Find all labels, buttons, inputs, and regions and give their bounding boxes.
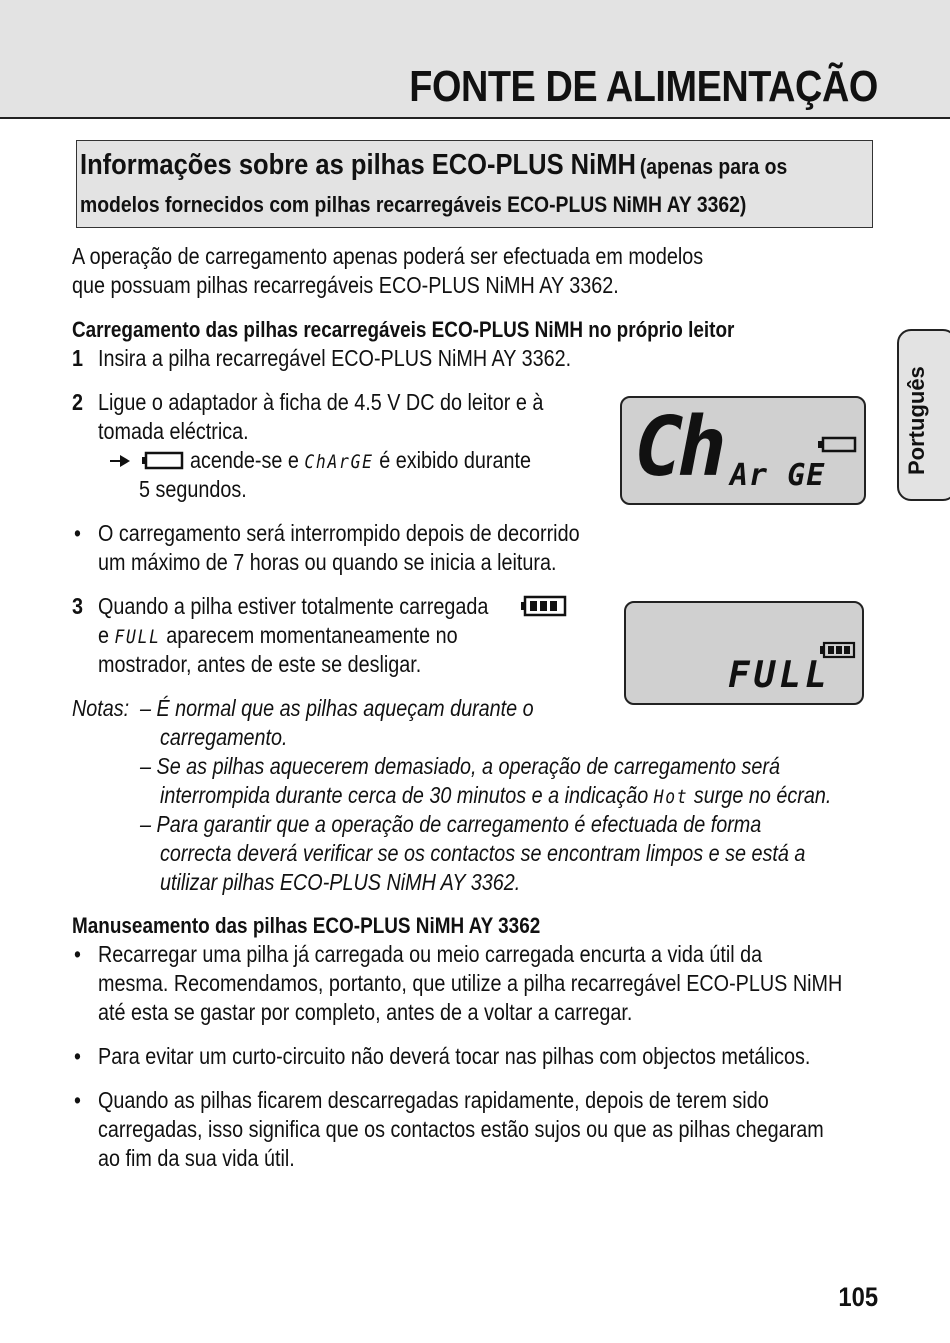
step-3-line-2: e FULL aparecem momentaneamente no <box>98 622 458 648</box>
lcd-full-text: FULL <box>728 655 831 696</box>
note-1-line-1: – É normal que as pilhas aqueçam durante o <box>140 695 534 721</box>
page-title: FONTE DE ALIMENTAÇÃO <box>409 62 878 111</box>
step-3-line-1: Quando a pilha estiver totalmente carregada <box>98 593 489 619</box>
empty-battery-icon <box>142 446 186 475</box>
step-3-number: 3 <box>72 593 84 619</box>
note-3-line-1: – Para garantir que a operação de carregamento é efectuada de forma <box>140 811 762 837</box>
lcd-charge-big: Ch <box>634 400 721 495</box>
handling-bullet-1-line-2: mesma. Recomendamos, portanto, que utilize a pilha recarregável ECO-PLUS NiMH <box>98 970 843 996</box>
handling-heading: Manuseamento das pilhas ECO-PLUS NiMH AY 3362 <box>72 913 541 938</box>
language-tab-label: Português <box>904 366 929 475</box>
battery-empty-lcd-icon <box>818 436 858 454</box>
full-battery-icon <box>521 595 567 617</box>
note-2-line-1: – Se as pilhas aquecerem demasiado, a operação de carregamento será <box>140 753 780 779</box>
lcd-charge-small: Ar GE <box>730 458 826 493</box>
info-box-title-line <box>80 149 787 182</box>
intro-line-1: A operação de carregamento apenas poderá ser efectuada em modelos <box>72 243 704 269</box>
step-2-result-text: acende-se e ChArGE é exibido durante <box>190 447 531 473</box>
handling-bullet-1-line-1: Recarregar uma pilha já carregada ou meio carregada encurta a vida útil da <box>98 941 763 967</box>
info-box-subtitle-part2: modelos fornecidos com pilhas recarregáveis ECO-PLUS NiMH AY 3362) <box>80 192 747 217</box>
lcd-charge-display <box>620 396 866 505</box>
step-2-result-line <box>110 446 590 475</box>
info-box <box>76 140 873 228</box>
step-2-result-line-2: 5 segundos. <box>139 476 247 502</box>
step-2-line-1: Ligue o adaptador à ficha de 4.5 V DC do leitor e à <box>98 389 544 415</box>
charge-display-word: ChArGE <box>304 451 374 473</box>
note-3-line-2: correcta deverá verificar se os contactos se encontram limpos e se está a <box>160 840 806 866</box>
info-box-title: Informações sobre as pilhas ECO-PLUS NiMH <box>80 149 636 181</box>
charging-heading: Carregamento das pilhas recarregáveis ECO-PLUS NiMH no próprio leitor <box>72 317 735 342</box>
bullet-symbol: • <box>74 1043 81 1069</box>
handling-bullet-2-line-1: Para evitar um curto-circuito não deverá tocar nas pilhas com objectos metálicos. <box>98 1043 811 1069</box>
handling-bullet-3-line-1: Quando as pilhas ficarem descarregadas rapidamente, depois de terem sido <box>98 1087 769 1113</box>
bullet-charging-line-1: O carregamento será interrompido depois de decorrido <box>98 520 580 546</box>
step-1-number: 1 <box>72 345 84 371</box>
handling-bullet-3-line-3: ao fim da sua vida útil. <box>98 1145 295 1171</box>
step-3-line-3: mostrador, antes de este se desligar. <box>98 651 422 677</box>
bullet-charging-line-2: um máximo de 7 horas ou quando se inicia a leitura. <box>98 549 557 575</box>
handling-bullet-3-line-2: carregadas, isso significa que os contactos estão sujos ou que as pilhas chegaram <box>98 1116 824 1142</box>
intro-line-2: que possuam pilhas recarregáveis ECO-PLUS NiMH AY 3362. <box>72 272 619 298</box>
bullet-symbol: • <box>74 1087 81 1113</box>
hot-display-word: Hot <box>653 786 689 808</box>
step-2-line-2: tomada eléctrica. <box>98 418 249 444</box>
page-number: 105 <box>838 1282 878 1312</box>
note-1-line-2: carregamento. <box>160 724 288 750</box>
arrow-icon <box>110 446 132 475</box>
step-2-number: 2 <box>72 389 84 415</box>
info-box-subtitle-part1: (apenas para os <box>639 154 788 179</box>
notes-label: Notas: <box>72 695 130 721</box>
bullet-symbol: • <box>74 520 81 546</box>
bullet-symbol: • <box>74 941 81 967</box>
step-1-text: Insira a pilha recarregável ECO-PLUS NiMH AY 3362. <box>98 345 572 371</box>
note-2-line-2: interrompida durante cerca de 30 minutos e a indicação Hot surge no écran. <box>160 782 832 808</box>
full-display-word: FULL <box>114 626 161 648</box>
note-3-line-3: utilizar pilhas ECO-PLUS NiMH AY 3362. <box>160 869 521 895</box>
lcd-full-display <box>624 601 864 705</box>
handling-bullet-1-line-3: até esta se gastar por completo, antes de a voltar a carregar. <box>98 999 633 1025</box>
